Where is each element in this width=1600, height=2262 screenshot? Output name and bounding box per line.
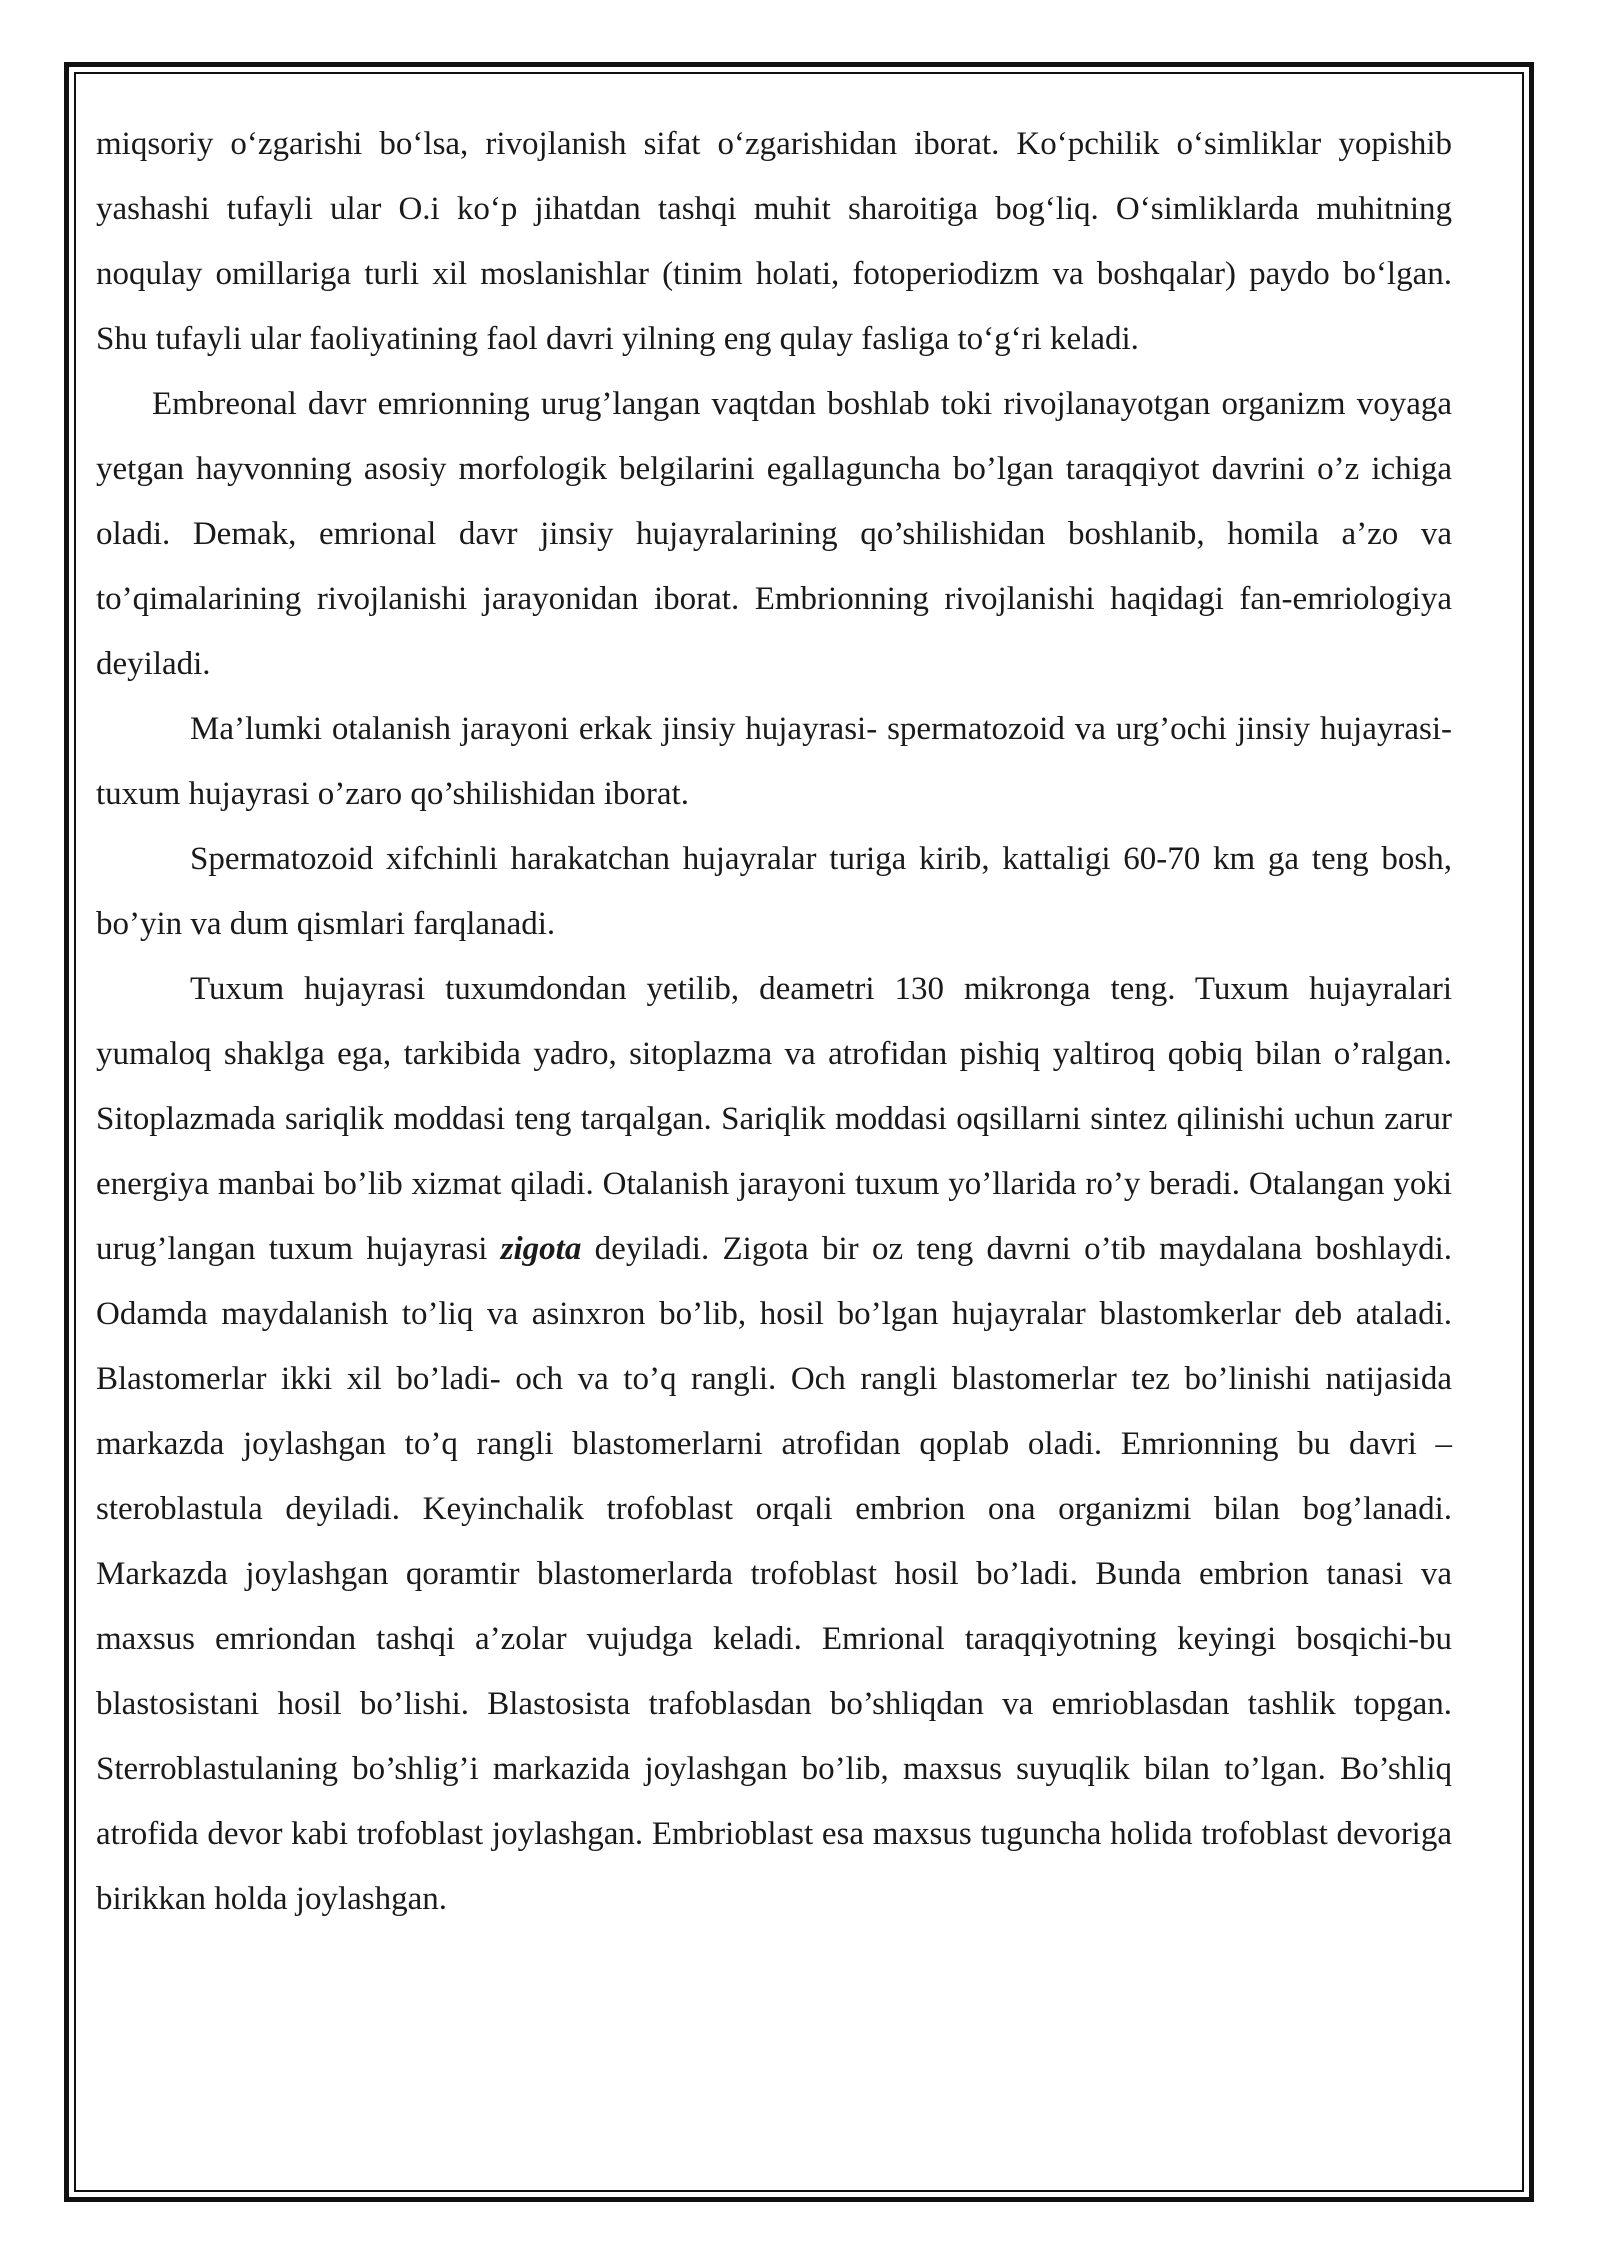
paragraph-3: Ma’lumki otalanish jarayoni erkak jinsiy hujayrasi- spermatozoid va urg’ochi jinsiy hujayrasi-tuxum hujayrasi o’zaro qo’shilishidan iborat.	[96, 711, 1452, 812]
paragraph-4: Spermatozoid xifchinli harakatchan hujayralar turiga kirib, kattaligi 60-70 km ga teng bosh, bo’yin va dum qismlari farqlanadi.	[96, 841, 1452, 942]
paragraph-5	[96, 957, 1452, 1932]
term-zigota: zigota	[500, 1231, 582, 1267]
paragraph-2: Embreonal davr emrionning urug’langan vaqtdan boshlab toki rivojlanayotgan organizm voyaga yetgan hayvonning asosiy morfologik belgilarini egallaguncha bo’lgan taraqqiyot davrini o’z ichiga oladi. Demak, emrional davr jinsiy hujayralarining qo’shilishidan boshlanib, homila a’zo va to’qimalarining rivojlanishi jarayonidan iborat. Embrionning rivojlanishi haqidagi fan-emriologiya deyiladi.	[96, 386, 1452, 682]
paragraph-5-text-end: deyiladi. Zigota bir oz teng davrni o’tib maydalana boshlaydi. Odamda maydalanish to’liq va asinxron bo’lib, hosil bo’lgan hujayralar blastomkerlar deb ataladi. Blastomerlar ikki xil bo’ladi- och va to’q rangli. Och rangli blastomerlar tez bo’linishi natijasida markazda joylashgan to’q rangli blastomerlarni atrofidan qoplab oladi. Emrionning bu davri – steroblastula deyiladi. Keyinchalik trofoblast orqali embrion ona organizmi bilan bog’lanadi. Markazda joylashgan qoramtir blastomerlarda trofoblast hosil bo’ladi. Bunda embrion tanasi va maxsus emriondan tashqi a’zolar vujudga keladi. Emrional taraqqiyotning keyingi bosqichi-bu blastosistani hosil bo’lishi. Blastosista trafoblasdan bo’shliqdan va emrioblasdan tashlik topgan. Sterroblastulaning bo’shlig’i markazida joylashgan bo’lib, maxsus suyuqlik bilan to’lgan. Bo’shliq atrofida devor kabi trofoblast joylashgan. Embrioblast esa maxsus tuguncha holida trofoblast devoriga birikkan holda joylashgan.	[96, 1231, 1452, 1917]
document-body	[96, 112, 1452, 1932]
paragraph-1: miqsoriy o‘zgarishi bo‘lsa, rivojlanish sifat o‘zgarishidan iborat. Ko‘pchilik o‘simliklar yopishib yashashi tufayli ular O.i ko‘p jihatdan tashqi muhit sharoitiga bog‘liq. O‘simliklarda muhitning noqulay omillariga turli xil moslanishlar (tinim holati, fotoperiodizm va boshqalar) paydo bo‘lgan. Shu tufayli ular faoliyatining faol davri yilning eng qulay fasliga to‘g‘ri keladi.	[96, 126, 1452, 357]
paragraph-5-text-start: Tuxum hujayrasi tuxumdondan yetilib, deametri 130 mikronga teng. Tuxum hujayralari yumaloq shaklga ega, tarkibida yadro, sitoplazma va atrofidan pishiq yaltiroq qobiq bilan o’ralgan. Sitoplazmada sariqlik moddasi teng tarqalgan. Sariqlik moddasi oqsillarni sintez qilinishi uchun zarur energiya manbai bo’lib xizmat qiladi. Otalanish jarayoni tuxum yo’llarida ro’y beradi. Otalangan yoki urug’langan tuxum hujayrasi	[96, 971, 1452, 1267]
